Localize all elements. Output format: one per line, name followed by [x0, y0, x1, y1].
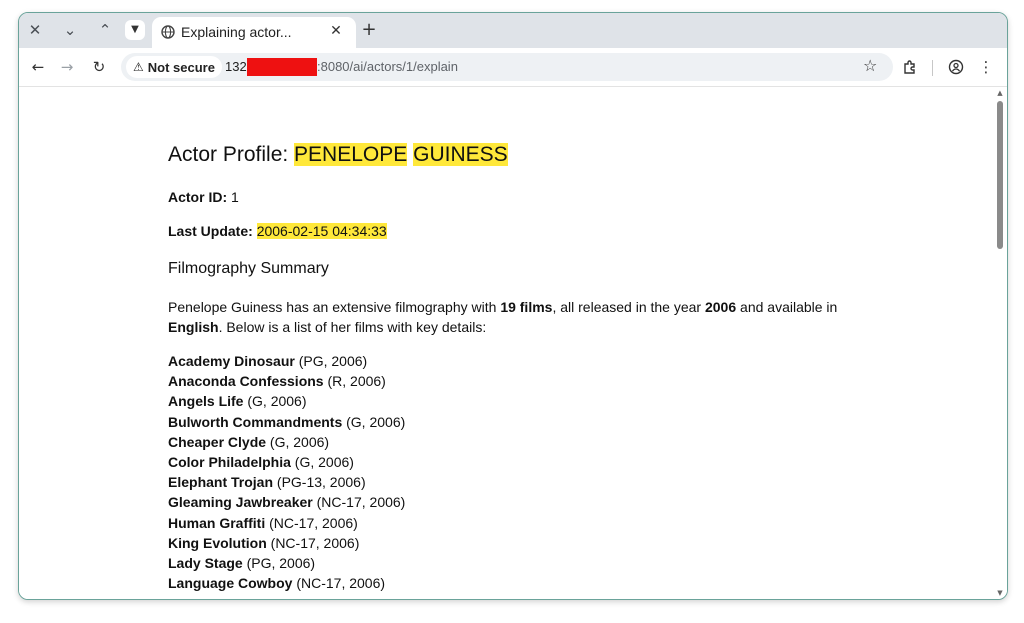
film-title: Cheaper Clyde — [168, 433, 267, 450]
extensions-icon[interactable] — [899, 56, 921, 78]
last-update-value: 2006-02-15 04:34:33 — [256, 223, 387, 239]
list-item — [168, 513, 405, 533]
last-update-row — [168, 223, 387, 239]
list-item — [168, 472, 405, 492]
list-item — [168, 492, 405, 512]
film-title: Gleaming Jawbreaker — [168, 494, 313, 511]
list-item — [168, 553, 405, 573]
reload-icon[interactable]: ↻ — [92, 58, 106, 76]
film-details: (PG-13, 2006) — [273, 474, 366, 491]
actor-id-value: 1 — [231, 189, 239, 205]
film-details: (G, 2006) — [290, 453, 354, 470]
film-details: (NC-17, 2006) — [292, 575, 386, 592]
new-tab-button[interactable]: + — [361, 19, 377, 40]
film-title: Lady Stage — [168, 554, 243, 571]
tab-close-icon[interactable]: ✕ — [330, 23, 342, 39]
actor-id-row — [168, 189, 239, 205]
tab-strip — [19, 13, 1007, 48]
list-item — [168, 371, 405, 391]
summary-text-4: . Below is a list of her films with key details: — [218, 319, 487, 335]
film-title: Anaconda Confessions — [168, 373, 324, 390]
title-first-name: PENELOPE — [294, 143, 408, 166]
minimize-window-icon[interactable]: ⌄ — [63, 21, 77, 39]
summary-paragraph — [168, 297, 848, 337]
summary-year: 2006 — [704, 299, 737, 315]
last-update-label: Last Update: — [168, 223, 253, 239]
summary-text-1: Penelope Guiness has an extensive filmography with — [168, 299, 501, 315]
profile-icon[interactable] — [945, 56, 967, 78]
film-title: Elephant Trojan — [168, 474, 274, 491]
list-item — [168, 452, 405, 472]
film-title: King Evolution — [168, 534, 267, 551]
browser-toolbar — [19, 48, 1007, 87]
security-indicator[interactable] — [126, 56, 222, 78]
film-details: (NC-17, 2006) — [312, 494, 406, 511]
warning-icon: ⚠ — [133, 60, 144, 74]
title-prefix: Actor Profile: — [168, 143, 295, 166]
globe-icon — [161, 25, 175, 39]
summary-text-2: , all released in the year — [552, 299, 705, 315]
address-bar[interactable] — [121, 53, 893, 81]
scroll-up-arrow-icon[interactable]: ▲ — [997, 89, 1003, 97]
film-details: (PG, 2006) — [294, 353, 368, 369]
toolbar-separator — [932, 60, 933, 76]
page-viewport — [19, 87, 993, 599]
list-item — [168, 351, 405, 371]
film-details: (NC-17, 2006) — [265, 514, 358, 531]
film-title: Language Cowboy — [168, 575, 293, 592]
tab-active[interactable] — [152, 17, 356, 48]
summary-films-count: 19 films — [500, 299, 553, 315]
forward-icon[interactable]: → — [60, 58, 74, 76]
actor-id-label: Actor ID: — [168, 189, 228, 205]
film-details: (R, 2006) — [323, 373, 386, 390]
tab-search-button[interactable]: ▼ — [125, 20, 145, 40]
vertical-scrollbar[interactable] — [993, 87, 1007, 599]
film-details: (NC-17, 2006) — [266, 534, 360, 551]
film-title: Bulworth Commandments — [168, 413, 343, 430]
list-item — [168, 432, 405, 452]
scroll-down-arrow-icon[interactable]: ▼ — [997, 589, 1003, 597]
maximize-window-icon[interactable]: ⌃ — [98, 21, 112, 39]
url-host-prefix: 132 — [225, 59, 247, 74]
menu-icon[interactable]: ⋮ — [978, 58, 994, 76]
list-item — [168, 412, 405, 432]
list-item — [168, 573, 405, 593]
summary-heading: Filmography Summary — [168, 260, 329, 277]
redaction-box — [247, 58, 317, 76]
list-item — [168, 391, 405, 411]
close-window-icon[interactable]: ✕ — [28, 21, 42, 39]
page-title — [168, 143, 508, 167]
scrollbar-thumb[interactable] — [997, 101, 1003, 249]
bookmark-star-icon[interactable]: ☆ — [863, 56, 878, 75]
film-title: Color Philadelphia — [168, 453, 291, 470]
list-item — [168, 533, 405, 553]
url-path: :8080/ai/actors/1/explain — [317, 59, 458, 74]
film-title: Academy Dinosaur — [168, 353, 295, 369]
summary-language: English — [168, 319, 219, 335]
film-details: (G, 2006) — [243, 393, 307, 410]
browser-window — [18, 12, 1008, 600]
title-last-name: GUINESS — [413, 143, 508, 166]
film-title: Angels Life — [168, 393, 244, 410]
security-label: Not secure — [147, 59, 215, 75]
film-details: (G, 2006) — [266, 433, 330, 450]
film-list — [168, 351, 405, 593]
tab-title: Explaining actor... — [181, 24, 292, 40]
summary-text-3: and available in — [736, 299, 838, 315]
back-icon[interactable]: ← — [31, 58, 45, 76]
film-details: (PG, 2006) — [242, 554, 316, 571]
film-details: (G, 2006) — [342, 413, 406, 430]
film-title: Human Graffiti — [168, 514, 266, 531]
